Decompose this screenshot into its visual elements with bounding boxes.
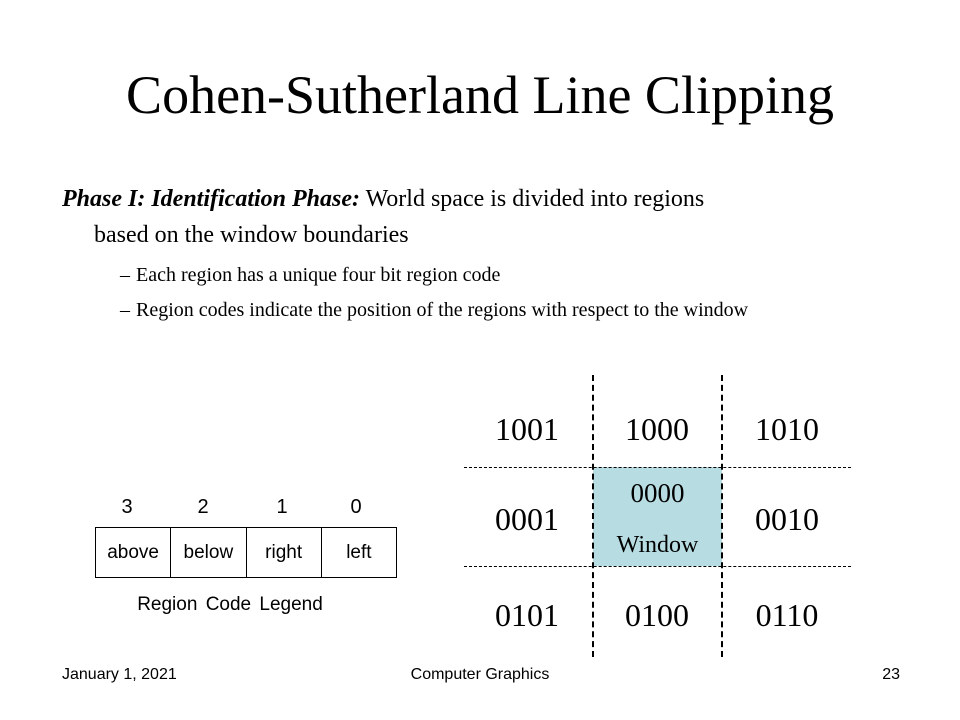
legend-bit-2: 2: [197, 496, 209, 518]
grid-divider-horizontal-top: [464, 467, 851, 468]
region-code-window: 0000: [630, 478, 685, 508]
sub-bullet-text: Each region has a unique four bit region code: [136, 264, 501, 286]
footer-course: Computer Graphics: [410, 666, 550, 683]
sub-bullet-dash: –: [120, 264, 130, 286]
legend-cell-above: above: [107, 541, 160, 563]
region-code-middle-left: 0001: [495, 501, 559, 537]
legend-bit-3: 3: [121, 496, 133, 518]
bullet-text-line1: World space is divided into regions: [360, 186, 705, 212]
sub-bullet-1: [120, 262, 880, 289]
region-code-top-right: 1010: [755, 411, 819, 447]
footer-date: January 1, 2021: [62, 666, 177, 683]
region-code-bottom-left: 0101: [495, 597, 559, 633]
sub-bullet-dash: –: [120, 299, 130, 321]
region-code-top-center: 1000: [625, 411, 689, 447]
sub-bullet-2: [120, 297, 880, 324]
region-code-bottom-center: 0100: [625, 597, 689, 633]
region-code-legend-box: [95, 527, 397, 578]
legend-caption: Region Code Legend: [137, 594, 323, 615]
region-code-bottom-right: 0110: [755, 597, 819, 633]
legend-bit-0: 0: [350, 496, 362, 518]
grid-divider-vertical-left: [592, 375, 594, 657]
grid-divider-vertical-right: [721, 375, 723, 657]
legend-bit-1: 1: [276, 496, 288, 518]
slide-title: Cohen-Sutherland Line Clipping: [126, 65, 834, 125]
sub-bullet-text: Region codes indicate the position of the regions with respect to the window: [136, 299, 749, 321]
footer-page-number: 23: [882, 666, 900, 683]
legend-cell-left: left: [321, 528, 396, 577]
legend-cell-right: right: [246, 528, 321, 577]
window-label: Window: [616, 532, 699, 558]
main-bullet: [62, 181, 922, 253]
region-code-middle-right: 0010: [755, 501, 819, 537]
region-code-top-left: 1001: [495, 411, 559, 447]
bullet-lead: Phase I: Identification Phase:: [62, 186, 360, 212]
legend-cell-below: below: [170, 528, 245, 577]
bullet-text-line2: based on the window boundaries: [94, 222, 409, 248]
grid-divider-horizontal-bottom: [464, 566, 851, 567]
